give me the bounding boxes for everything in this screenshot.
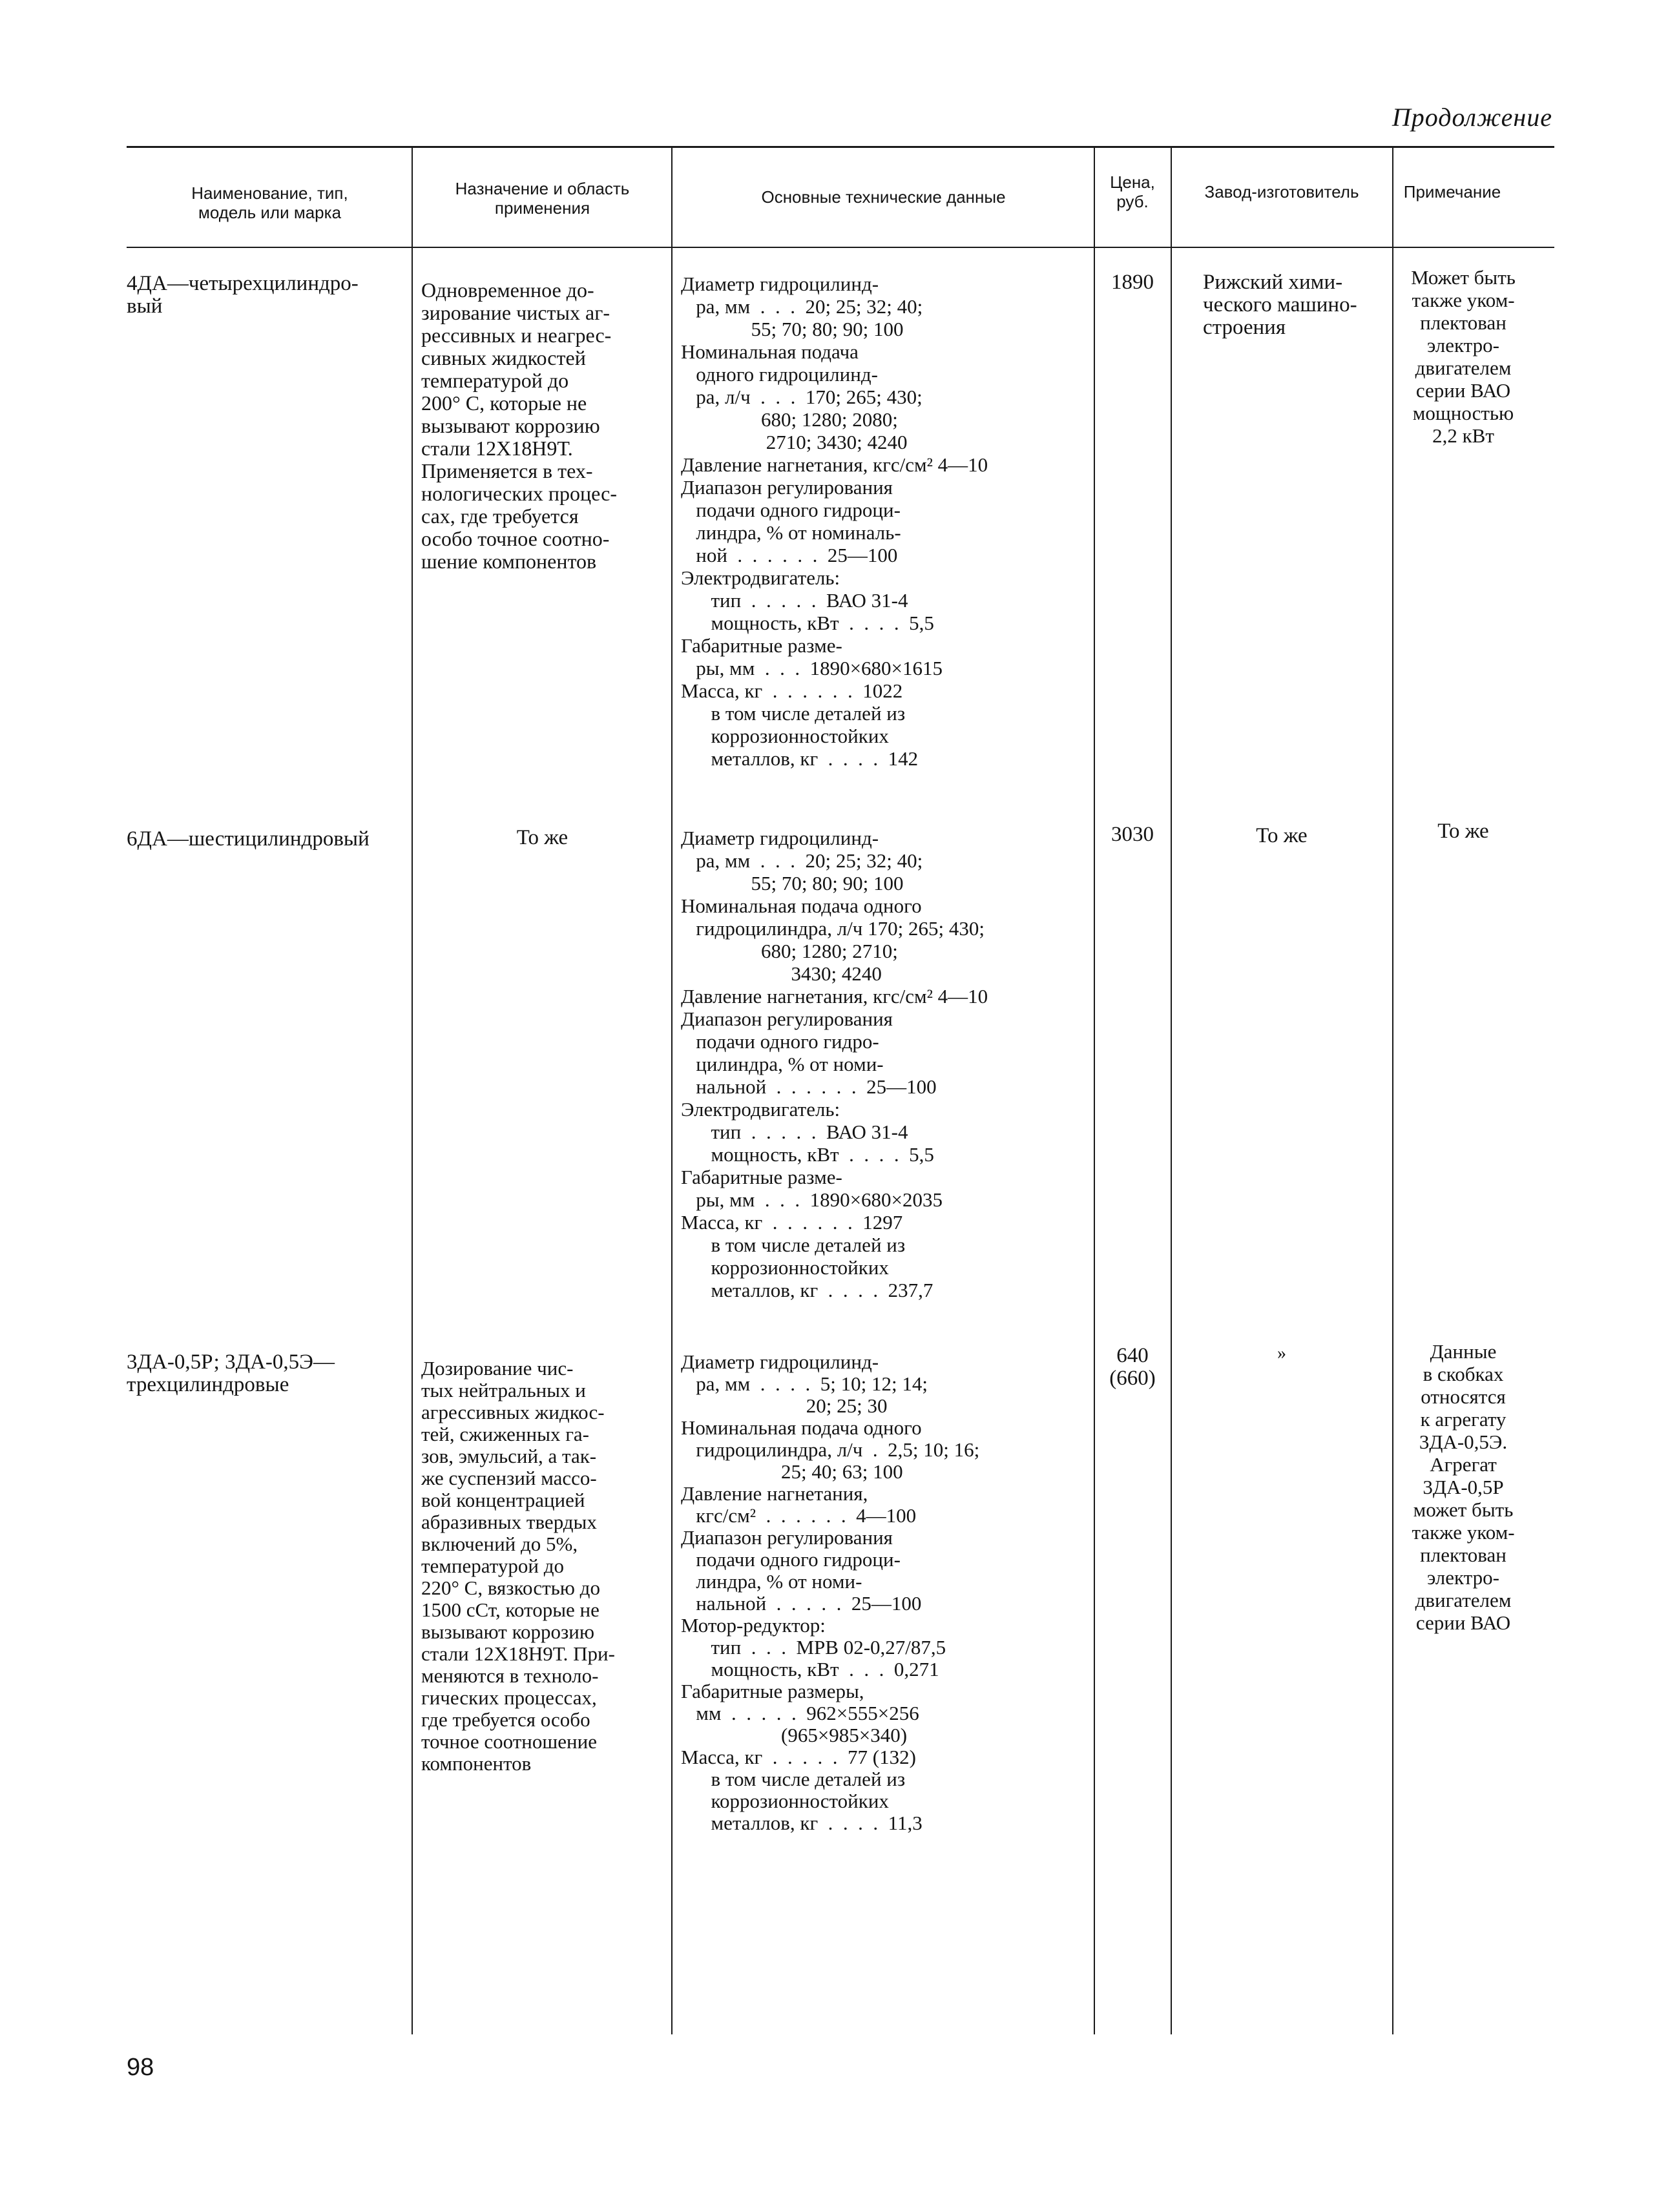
text-line: вызывают коррозию bbox=[421, 414, 600, 437]
text-line: Агрегат bbox=[1430, 1453, 1497, 1476]
column-divider-4 bbox=[1171, 146, 1172, 2034]
header-bottom-rule bbox=[127, 247, 1554, 248]
table-top-rule bbox=[127, 146, 1554, 148]
row2-purpose bbox=[418, 827, 667, 849]
text-line: мощность, кВт . . . . 5,5 bbox=[681, 612, 934, 634]
text-line: Номинальная подача одного bbox=[681, 894, 922, 917]
text-line: Данные bbox=[1430, 1340, 1497, 1363]
text-line: 20; 25; 30 bbox=[681, 1394, 888, 1417]
text-line: рессивных и неагрес- bbox=[421, 324, 612, 347]
text-line: двигателем bbox=[1415, 1589, 1512, 1611]
text-line: Назначение и область bbox=[455, 179, 630, 198]
text-line: Одновременное до- bbox=[421, 278, 594, 302]
column-divider-5 bbox=[1392, 146, 1393, 2034]
row3-note bbox=[1395, 1340, 1531, 1634]
text-line: строения bbox=[1203, 316, 1286, 339]
row3-purpose bbox=[421, 1358, 662, 1775]
text-line: Диапазон регулирования bbox=[681, 476, 893, 499]
text-line: Диаметр гидроцилинд- bbox=[681, 273, 879, 295]
text-line: вой концентрацией bbox=[421, 1489, 585, 1511]
text-line: нологических процес- bbox=[421, 482, 617, 505]
text-line: 3ДА-0,5Э. bbox=[1419, 1431, 1508, 1453]
text-line: коррозионностойких bbox=[681, 1790, 889, 1812]
row3-price bbox=[1096, 1345, 1169, 1390]
text-line: вый bbox=[127, 295, 163, 318]
text-line: Дозирование чис- bbox=[421, 1357, 574, 1380]
row1-note bbox=[1395, 266, 1531, 447]
text-line: зов, эмульсий, а так- bbox=[421, 1445, 597, 1467]
text-line: ра, л/ч . . . 170; 265; 430; bbox=[681, 386, 923, 408]
text-line: 1890 bbox=[1111, 271, 1154, 294]
text-line: Габаритные разме- bbox=[681, 634, 842, 657]
text-line: тых нейтральных и bbox=[421, 1379, 586, 1401]
text-line: руб. bbox=[1116, 192, 1149, 211]
text-line: ры, мм . . . 1890×680×2035 bbox=[681, 1188, 943, 1211]
text-line: меняются в техноло- bbox=[421, 1664, 599, 1687]
text-line: гидроцилиндра, л/ч 170; 265; 430; bbox=[681, 917, 985, 940]
text-line: Номинальная подача одного bbox=[681, 1416, 922, 1439]
text-line: подачи одного гидро- bbox=[681, 1030, 879, 1053]
text-line: плектован bbox=[1420, 311, 1507, 334]
text-line: Может быть bbox=[1411, 266, 1516, 289]
header-price bbox=[1098, 172, 1167, 211]
text-line: Диаметр гидроцилинд- bbox=[681, 827, 879, 849]
text-line: где требуется особо bbox=[421, 1708, 590, 1731]
text-line: 3430; 4240 bbox=[681, 962, 882, 985]
text-line: металлов, кг . . . . 11,3 bbox=[681, 1812, 923, 1834]
text-line: ры, мм . . . 1890×680×1615 bbox=[681, 657, 943, 679]
text-line: нальной . . . . . 25—100 bbox=[681, 1592, 922, 1615]
text-line: сах, где требуется bbox=[421, 504, 579, 528]
text-line: применения bbox=[494, 198, 590, 218]
column-divider-1 bbox=[412, 146, 413, 2034]
text-line: Давление нагнетания, кгс/см² 4—10 bbox=[681, 453, 988, 476]
text-line: подачи одного гидроци- bbox=[681, 1548, 901, 1571]
text-line: к агрегату bbox=[1420, 1408, 1507, 1431]
text-line: 680; 1280; 2080; bbox=[681, 408, 898, 431]
text-line: » bbox=[1277, 1343, 1286, 1363]
text-line: Масса, кг . . . . . 77 (132) bbox=[681, 1746, 916, 1768]
text-line: 200° С, которые не bbox=[421, 391, 587, 415]
text-line: Завод-изготовитель bbox=[1204, 182, 1359, 202]
text-line: также уком- bbox=[1412, 289, 1515, 311]
text-line: Основные технические данные bbox=[761, 187, 1006, 207]
text-line: может быть bbox=[1413, 1498, 1514, 1521]
text-line: мм . . . . . 962×555×256 bbox=[681, 1702, 919, 1724]
text-line: Электродвигатель: bbox=[681, 566, 840, 589]
text-line: Примечание bbox=[1403, 182, 1501, 202]
text-line: подачи одного гидроци- bbox=[681, 499, 901, 521]
text-line: одного гидроцилинд- bbox=[681, 363, 878, 386]
row2-maker bbox=[1176, 825, 1388, 847]
text-line: серии ВАО bbox=[1415, 1611, 1511, 1634]
header-name bbox=[132, 183, 407, 222]
column-divider-2 bbox=[671, 146, 673, 2034]
row2-name bbox=[127, 828, 411, 851]
text-line: (660) bbox=[1109, 1367, 1156, 1390]
text-line: металлов, кг . . . . 237,7 bbox=[681, 1279, 933, 1301]
text-line: стали 12Х18Н9Т. bbox=[421, 437, 573, 460]
continued-label: Продолжение bbox=[1392, 103, 1552, 132]
text-line: шение компонентов bbox=[421, 550, 597, 573]
text-line: особо точное соотно- bbox=[421, 527, 610, 550]
text-line: Диапазон регулирования bbox=[681, 1008, 893, 1030]
text-line: в том числе деталей из bbox=[681, 1234, 906, 1256]
text-line: трехцилиндровые bbox=[127, 1373, 289, 1396]
header-maker bbox=[1176, 182, 1388, 202]
text-line: То же bbox=[516, 826, 568, 849]
text-line: температурой до bbox=[421, 1555, 564, 1577]
text-line: 55; 70; 80; 90; 100 bbox=[681, 872, 904, 894]
text-line: (965×985×340) bbox=[681, 1724, 908, 1746]
text-line: Масса, кг . . . . . . 1297 bbox=[681, 1211, 903, 1234]
text-line: То же bbox=[1256, 824, 1308, 847]
text-line: тип . . . МРВ 02-0,27/87,5 bbox=[681, 1636, 946, 1659]
text-line: Давление нагнетания, кгс/см² 4—10 bbox=[681, 985, 988, 1008]
row3-tech bbox=[681, 1351, 1091, 1834]
text-line: Габаритные разме- bbox=[681, 1166, 842, 1188]
text-line: линдра, % от номиналь- bbox=[681, 521, 901, 544]
text-line: в том числе деталей из bbox=[681, 1768, 906, 1790]
text-line: двигателем bbox=[1415, 357, 1512, 379]
row2-price bbox=[1096, 823, 1169, 846]
text-line: мощностью bbox=[1412, 402, 1514, 424]
text-line: 2710; 3430; 4240 bbox=[681, 431, 908, 453]
text-line: мощность, кВт . . . . 5,5 bbox=[681, 1143, 934, 1166]
text-line: Диапазон регулирования bbox=[681, 1526, 893, 1549]
text-line: относятся bbox=[1421, 1385, 1506, 1408]
text-line: в скобках bbox=[1423, 1363, 1504, 1385]
text-line: в том числе деталей из bbox=[681, 702, 906, 725]
row1-price bbox=[1096, 271, 1169, 294]
text-line: компонентов bbox=[421, 1752, 532, 1775]
text-line: ной . . . . . . 25—100 bbox=[681, 544, 898, 566]
text-line: гидроцилиндра, л/ч . 2,5; 10; 16; bbox=[681, 1438, 980, 1461]
text-line: 3ДА-0,5Р bbox=[1423, 1476, 1504, 1498]
text-line: сивных жидкостей bbox=[421, 346, 586, 369]
text-line: включений до 5%, bbox=[421, 1533, 578, 1555]
text-line: 2,2 кВт bbox=[1432, 424, 1494, 447]
text-line: абразивных твердых bbox=[421, 1511, 597, 1533]
text-line: электро- bbox=[1427, 334, 1499, 357]
text-line: 4ДА—четырехцилиндро- bbox=[127, 272, 359, 295]
text-line: же суспензий массо- bbox=[421, 1467, 597, 1489]
text-line: линдра, % от номи- bbox=[681, 1570, 862, 1593]
text-line: тей, сжиженных га- bbox=[421, 1423, 589, 1445]
text-line: Диаметр гидроцилинд- bbox=[681, 1350, 879, 1373]
text-line: ра, мм . . . 20; 25; 32; 40; bbox=[681, 849, 923, 872]
text-line: тип . . . . . ВАО 31-4 bbox=[681, 589, 908, 612]
text-line: мощность, кВт . . . 0,271 bbox=[681, 1658, 939, 1680]
header-tech bbox=[678, 187, 1089, 207]
row2-note bbox=[1395, 820, 1531, 843]
text-line: кгс/см² . . . . . . 4—100 bbox=[681, 1504, 917, 1527]
text-line: цилиндра, % от номи- bbox=[681, 1053, 884, 1075]
text-line: 3030 bbox=[1111, 823, 1154, 846]
text-line: Применяется в тех- bbox=[421, 459, 593, 482]
row1-name bbox=[127, 273, 404, 318]
text-line: зирование чистых аг- bbox=[421, 301, 610, 324]
row3-maker bbox=[1176, 1342, 1388, 1365]
text-line: точное соотношение bbox=[421, 1730, 597, 1753]
text-line: металлов, кг . . . . 142 bbox=[681, 747, 919, 770]
text-line: 640 bbox=[1116, 1344, 1149, 1367]
text-line: Цена, bbox=[1110, 172, 1155, 192]
text-line: температурой до bbox=[421, 369, 569, 392]
text-line: стали 12Х18Н9Т. При- bbox=[421, 1642, 615, 1665]
text-line: ра, мм . . . . 5; 10; 12; 14; bbox=[681, 1372, 928, 1395]
text-line: агрессивных жидкос- bbox=[421, 1401, 605, 1423]
text-line: ческого машино- bbox=[1203, 293, 1357, 316]
text-line: 680; 1280; 2710; bbox=[681, 940, 898, 962]
text-line: тип . . . . . ВАО 31-4 bbox=[681, 1121, 908, 1143]
column-divider-3 bbox=[1094, 146, 1095, 2034]
row1-maker bbox=[1203, 271, 1390, 339]
text-line: Наименование, тип, bbox=[191, 183, 348, 203]
text-line: серии ВАО bbox=[1415, 379, 1511, 402]
row3-name bbox=[127, 1351, 411, 1396]
text-line: гических процессах, bbox=[421, 1686, 597, 1709]
text-line: 6ДА—шестицилиндровый bbox=[127, 827, 370, 851]
text-line: Давление нагнетания, bbox=[681, 1482, 868, 1505]
text-line: То же bbox=[1437, 820, 1489, 843]
text-line: вызывают коррозию bbox=[421, 1620, 595, 1643]
text-line: 55; 70; 80; 90; 100 bbox=[681, 318, 904, 340]
text-line: 220° С, вязкостью до bbox=[421, 1576, 600, 1599]
text-line: коррозионностойких bbox=[681, 1256, 889, 1279]
row1-purpose bbox=[421, 279, 662, 573]
text-line: Электродвигатель: bbox=[681, 1098, 840, 1121]
text-line: нальной . . . . . . 25—100 bbox=[681, 1075, 937, 1098]
row2-tech bbox=[681, 827, 1091, 1301]
text-line: Номинальная подача bbox=[681, 340, 859, 363]
text-line: плектован bbox=[1420, 1544, 1507, 1566]
text-line: ра, мм . . . 20; 25; 32; 40; bbox=[681, 295, 923, 318]
text-line: модель или марка bbox=[198, 203, 342, 222]
page-number: 98 bbox=[127, 2054, 154, 2081]
text-line: Рижский хими- bbox=[1203, 271, 1343, 294]
text-line: коррозионностойких bbox=[681, 725, 889, 747]
header-note bbox=[1397, 182, 1507, 202]
text-line: электро- bbox=[1427, 1566, 1499, 1589]
text-line: Масса, кг . . . . . . 1022 bbox=[681, 679, 903, 702]
text-line: также уком- bbox=[1412, 1521, 1515, 1544]
header-purpose bbox=[418, 179, 667, 218]
text-line: 1500 сСт, которые не bbox=[421, 1598, 600, 1621]
text-line: 3ДА-0,5Р; 3ДА-0,5Э— bbox=[127, 1350, 335, 1374]
text-line: Мотор-редуктор: bbox=[681, 1614, 826, 1637]
text-line: Габаритные размеры, bbox=[681, 1680, 864, 1702]
text-line: 25; 40; 63; 100 bbox=[681, 1460, 903, 1483]
row1-tech bbox=[681, 273, 1091, 770]
